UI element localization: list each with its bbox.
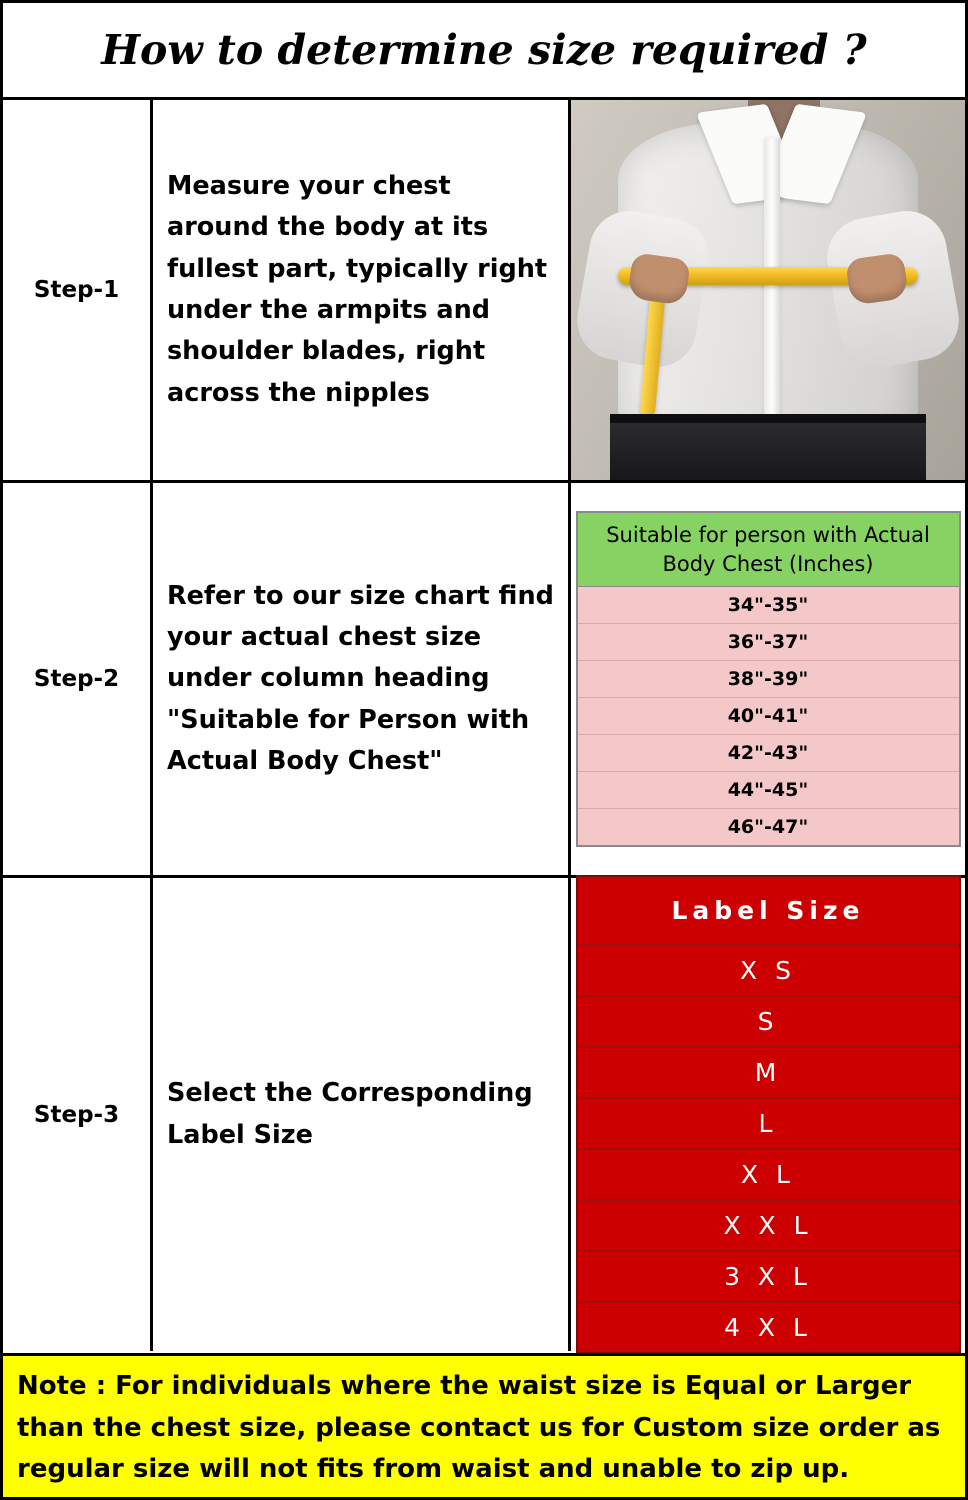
chest-size-row: 44"-45" — [578, 772, 959, 809]
label-size-row: X L — [578, 1150, 959, 1201]
chest-size-row: 38"-39" — [578, 661, 959, 698]
label-size-row: X S — [578, 946, 959, 997]
label-size-row: S — [578, 997, 959, 1048]
step-row-3 — [3, 878, 965, 1351]
chest-size-row: 40"-41" — [578, 698, 959, 735]
step-row-2 — [3, 483, 965, 878]
label-size-row: X X L — [578, 1201, 959, 1252]
step-1-description-cell — [153, 100, 571, 480]
photo-belt — [610, 414, 925, 423]
step-1-label-cell — [3, 100, 153, 480]
step-row-1 — [3, 100, 965, 483]
note-banner — [3, 1353, 965, 1497]
steps-grid — [3, 100, 965, 1351]
note-text: Note : For individuals where the waist size is Equal or Larger than the chest size, please contact us for Custom size order as regular size will not fits from waist and unable to zip up. — [17, 1371, 941, 1485]
label-size-row: 3 X L — [578, 1252, 959, 1303]
photo-trousers — [610, 423, 925, 480]
step-2-description-cell — [153, 483, 571, 875]
step-1-visual-cell — [571, 100, 965, 480]
step-1-description: Measure your chest around the body at its fullest part, typically right under the armpits and shoulder blades, right across the nipples — [167, 171, 548, 408]
step-3-visual-cell — [571, 878, 965, 1351]
step-3-description: Select the Corresponding Label Size — [167, 1078, 533, 1150]
step-2-label-cell — [3, 483, 153, 875]
label-size-table — [576, 875, 961, 1354]
page-title: How to determine size required ? — [101, 26, 867, 74]
label-size-row: M — [578, 1048, 959, 1099]
chest-measurement-photo — [571, 100, 965, 480]
step-2-label: Step-2 — [33, 666, 120, 692]
chest-size-row: 34"-35" — [578, 587, 959, 624]
step-3-label-cell — [3, 878, 153, 1351]
step-1-label: Step-1 — [33, 277, 120, 303]
step-2-description: Refer to our size chart find your actual chest size under column heading "Suitable for Person with Actual Body Chest" — [167, 580, 554, 776]
label-size-row: 4 X L — [724, 1313, 812, 1342]
chest-size-row: 36"-37" — [578, 624, 959, 661]
chest-size-table-header: Suitable for person with Actual Body Chest (Inches) — [578, 513, 959, 587]
step-3-description-cell — [153, 878, 571, 1351]
step-2-visual-cell — [571, 483, 965, 875]
chest-size-row: 46"-47" — [578, 809, 959, 845]
chest-size-row: 42"-43" — [578, 735, 959, 772]
step-3-label: Step-3 — [33, 1101, 120, 1128]
chest-size-table — [576, 511, 961, 847]
page-title-bar — [3, 3, 965, 100]
label-size-row: L — [578, 1099, 959, 1150]
label-size-table-header: Label Size — [578, 877, 959, 946]
